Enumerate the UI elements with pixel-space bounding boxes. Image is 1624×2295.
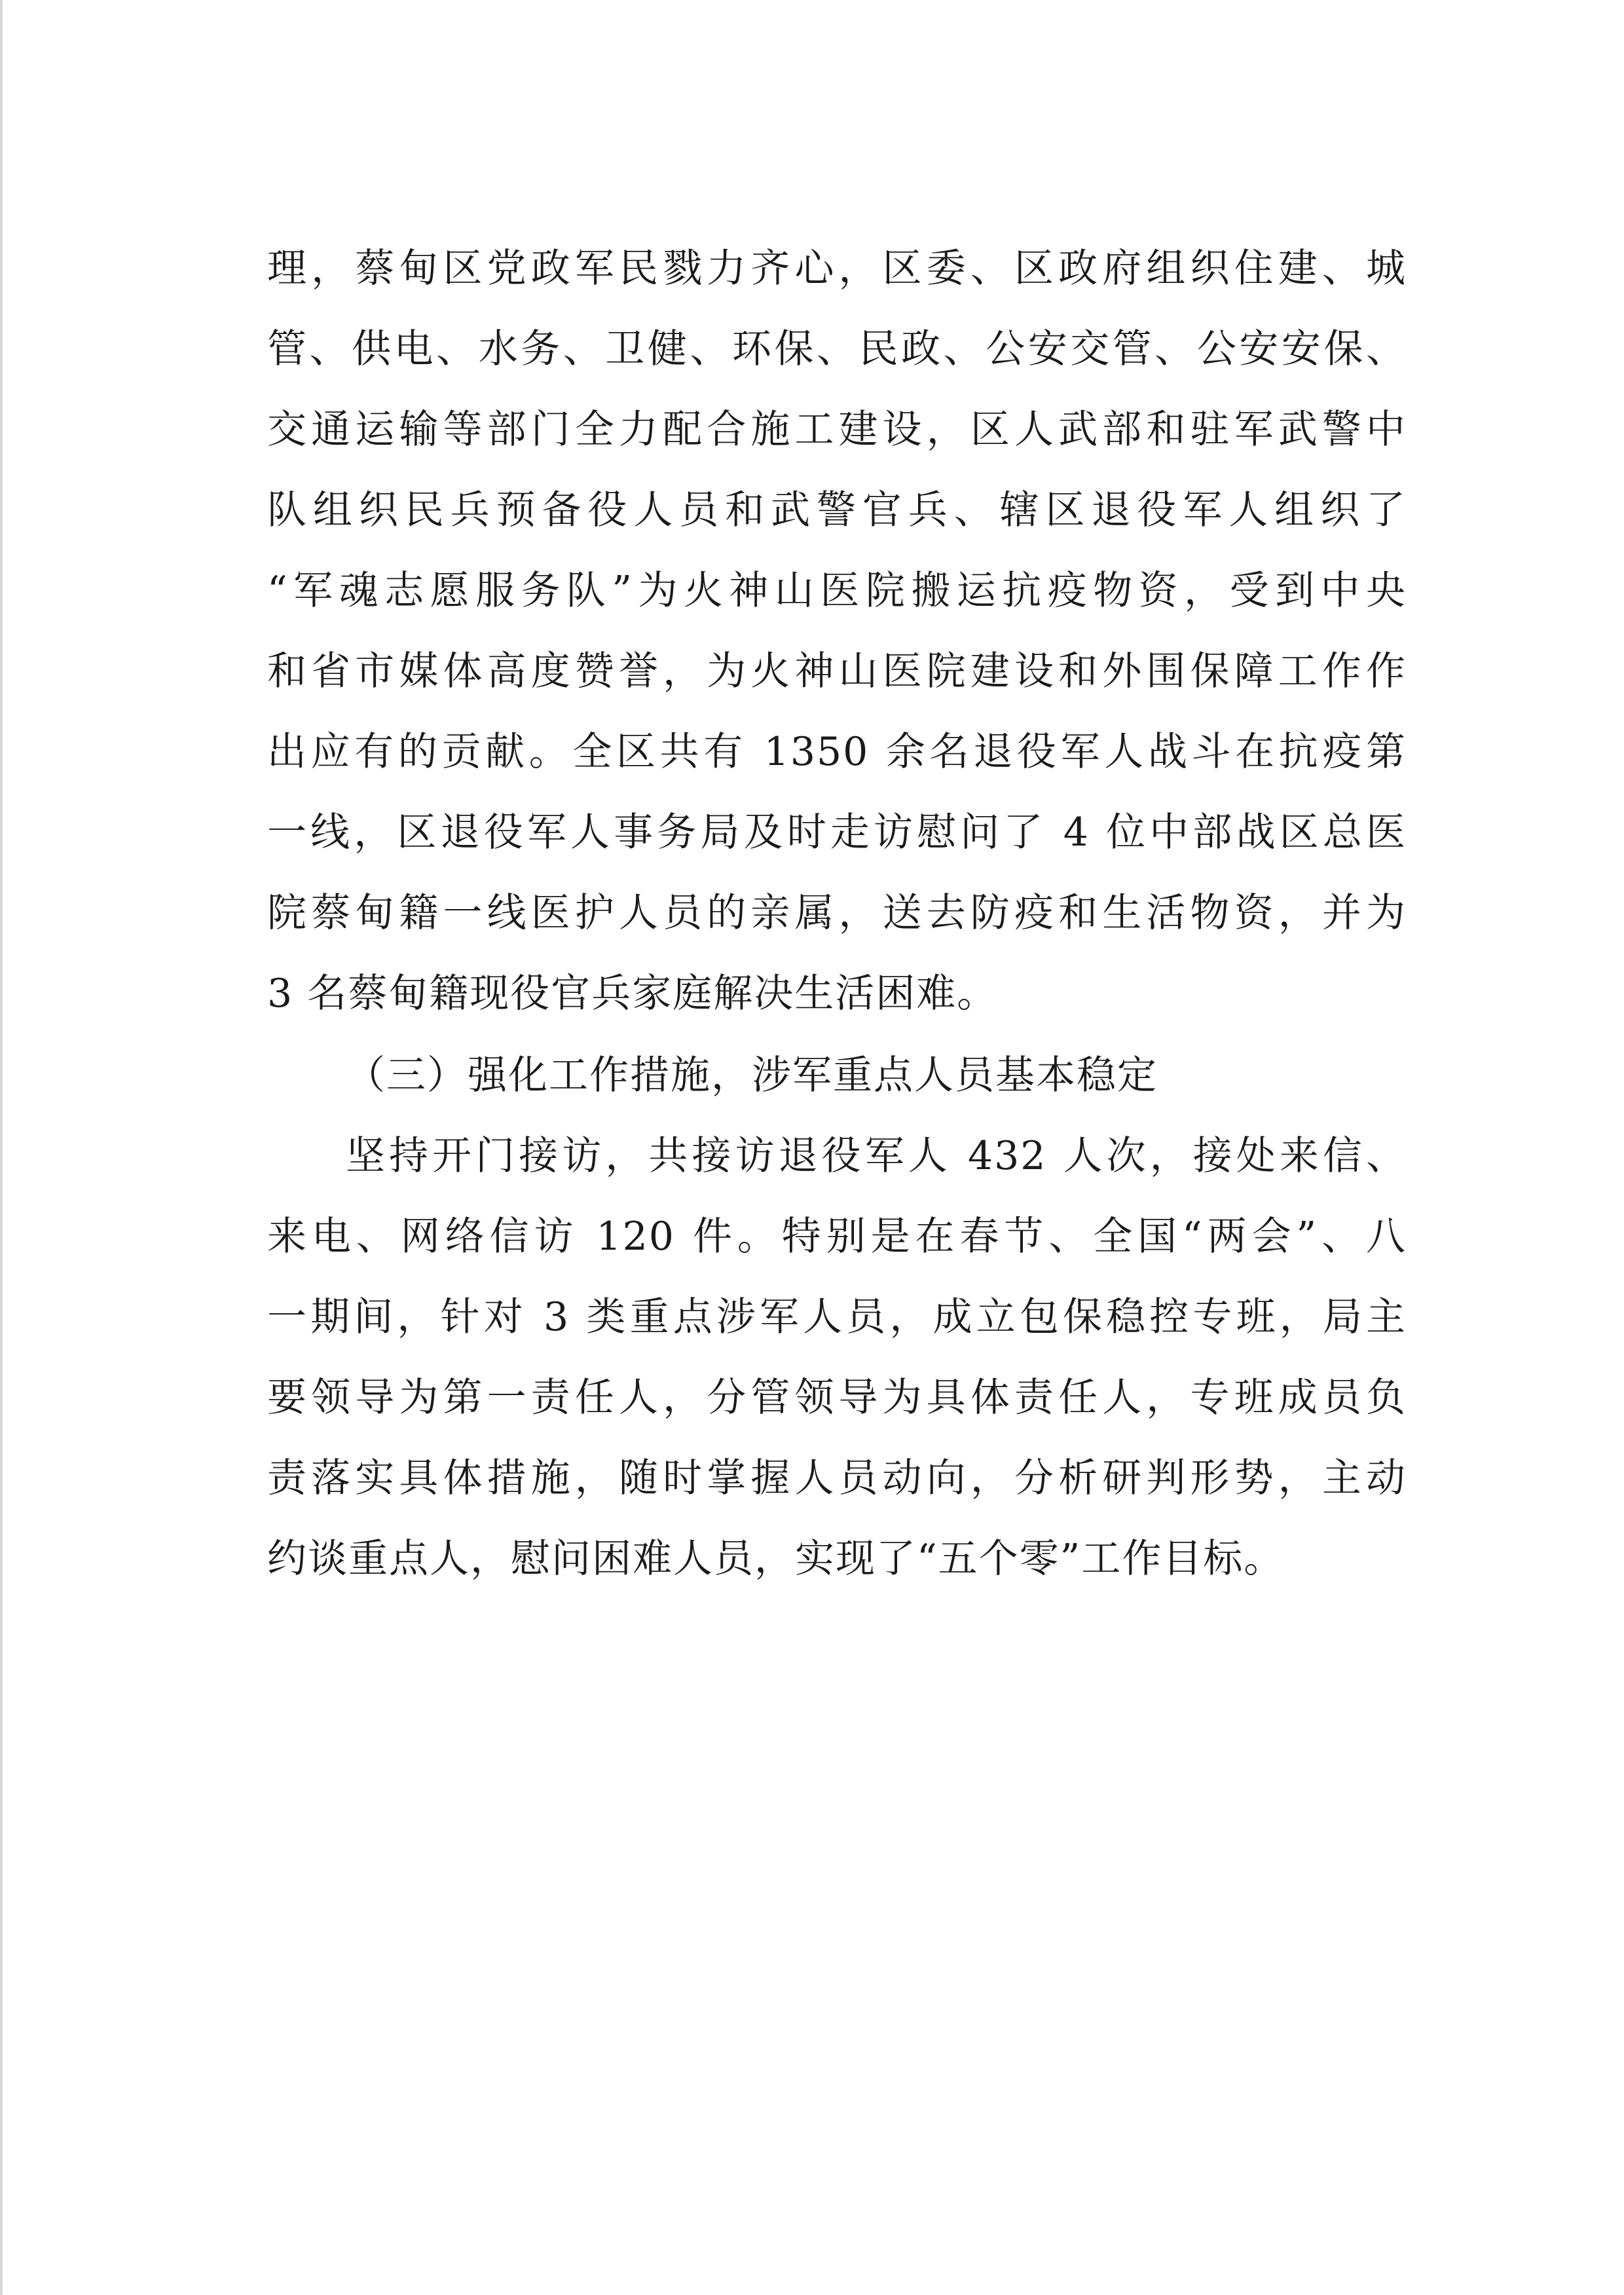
paragraph-line-16: 约谈重点人，慰问困难人员，实现了“五个零”工作目标。 xyxy=(267,1536,1285,1582)
paragraph-line-7: 出应有的贡献。全区共有 1350 余名退役军人战斗在抗疫第 xyxy=(267,729,1407,775)
paragraph-line-12: 来电、网络信访 120 件。特别是在春节、全国“两会”、八 xyxy=(267,1214,1407,1259)
paragraph-line-10: 3 名蔡甸籍现役官兵家庭解决生活困难。 xyxy=(267,971,998,1017)
paragraph-line-4: 队组织民兵预备役人员和武警官兵、辖区退役军人组织了 xyxy=(267,487,1407,533)
paragraph-line-13: 一期间，针对 3 类重点涉军人员，成立包保稳控专班，局主 xyxy=(267,1294,1407,1340)
paragraph-line-1: 理，蔡甸区党政军民戮力齐心，区委、区政府组织住建、城 xyxy=(267,246,1407,291)
paragraph-line-14: 要领导为第一责任人，分管领导为具体责任人，专班成员负 xyxy=(267,1375,1407,1421)
paragraph-line-8: 一线，区退役军人事务局及时走访慰问了 4 位中部战区总医 xyxy=(267,810,1407,855)
paragraph-line-3: 交通运输等部门全力配合施工建设，区人武部和驻军武警中 xyxy=(267,407,1407,453)
paragraph-line-15: 责落实具体措施，随时掌握人员动向，分析研判形势，主动 xyxy=(267,1455,1407,1501)
paragraph-line-2: 管、供电、水务、卫健、环保、民政、公安交管、公安安保、 xyxy=(267,326,1407,372)
section-heading: （三）强化工作措施，涉军重点人员基本稳定 xyxy=(346,1053,1158,1098)
paragraph-line-11: 坚持开门接访，共接访退役军人 432 人次，接处来信、 xyxy=(346,1133,1407,1179)
paragraph-line-9: 院蔡甸籍一线医护人员的亲属，送去防疫和生活物资，并为 xyxy=(267,890,1407,936)
paragraph-line-6: 和省市媒体高度赞誉，为火神山医院建设和外围保障工作作 xyxy=(267,648,1407,694)
paragraph-line-5: “军魂志愿服务队”为火神山医院搬运抗疫物资，受到中央 xyxy=(267,568,1407,614)
scan-edge-line xyxy=(0,0,3,2295)
